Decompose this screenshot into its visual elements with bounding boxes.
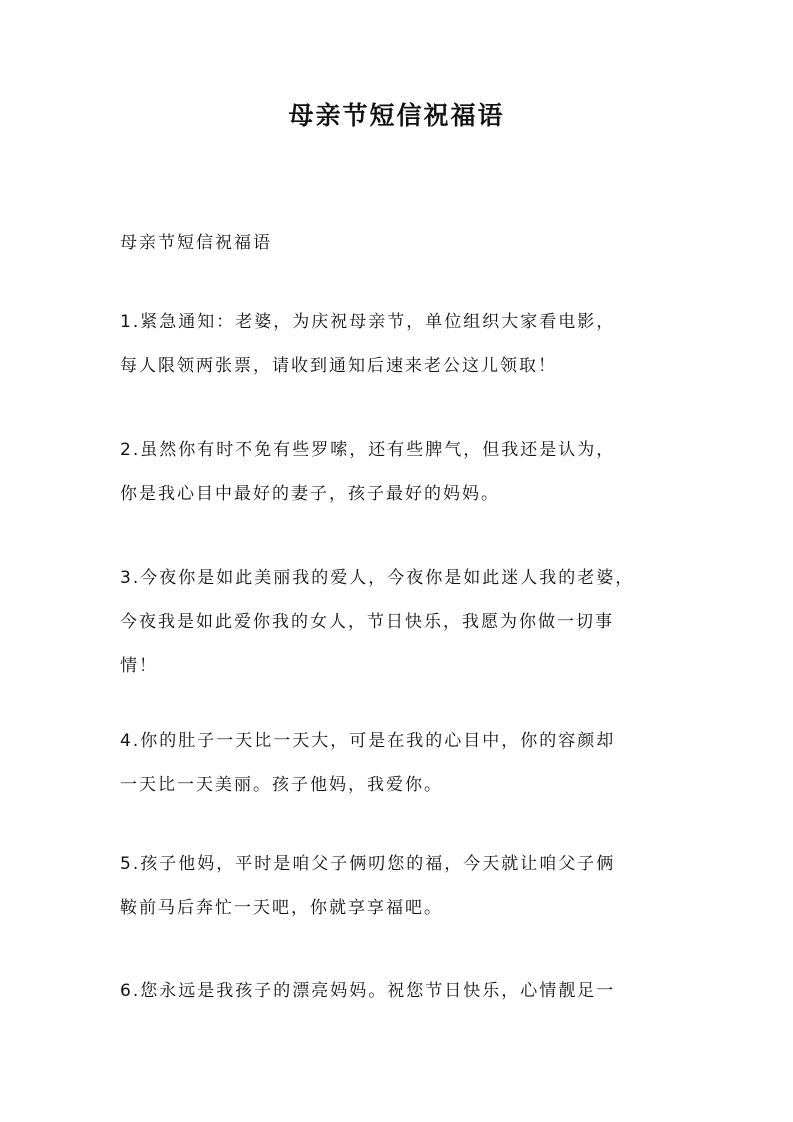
paragraph-line: 5.孩子他妈，平时是咱父子俩叨您的福，今天就让咱父子俩 <box>120 854 616 874</box>
paragraph-line: 你是我心目中最好的妻子，孩子最好的妈妈。 <box>120 484 500 504</box>
paragraph-6 <box>120 969 685 1013</box>
paragraph-1 <box>120 300 685 388</box>
paragraph-line: 每人限领两张票，请收到通知后速来老公这儿领取！ <box>120 356 557 376</box>
paragraph-5 <box>120 842 685 930</box>
paragraph-line: 2.虽然你有时不免有些罗嗦，还有些脾气，但我还是认为， <box>120 440 616 460</box>
paragraph-3 <box>120 556 685 688</box>
paragraph-line: 4.你的肚子一天比一天大，可是在我的心目中，你的容颜却 <box>120 731 616 751</box>
paragraph-line: 6.您永远是我孩子的漂亮妈妈。祝您节日快乐，心情靓足一 <box>120 981 616 1001</box>
paragraph-line: 一天比一天美丽。孩子他妈，我爱你。 <box>120 775 443 795</box>
paragraph-line: 1.紧急通知：老婆，为庆祝母亲节，单位组织大家看电影， <box>120 312 616 332</box>
paragraph-line: 鞍前马后奔忙一天吧，你就享享福吧。 <box>120 898 443 918</box>
document-title: 母亲节短信祝福语 <box>288 101 505 130</box>
paragraph-line: 今夜我是如此爱你我的女人，节日快乐，我愿为你做一切事 <box>120 612 614 632</box>
paragraph-line: 情！ <box>120 656 158 676</box>
document-subtitle: 母亲节短信祝福语 <box>120 233 272 253</box>
paragraph-line: 3.今夜你是如此美丽我的爱人，今夜你是如此迷人我的老婆， <box>120 568 635 588</box>
paragraph-4 <box>120 719 685 807</box>
paragraph-2 <box>120 428 685 516</box>
